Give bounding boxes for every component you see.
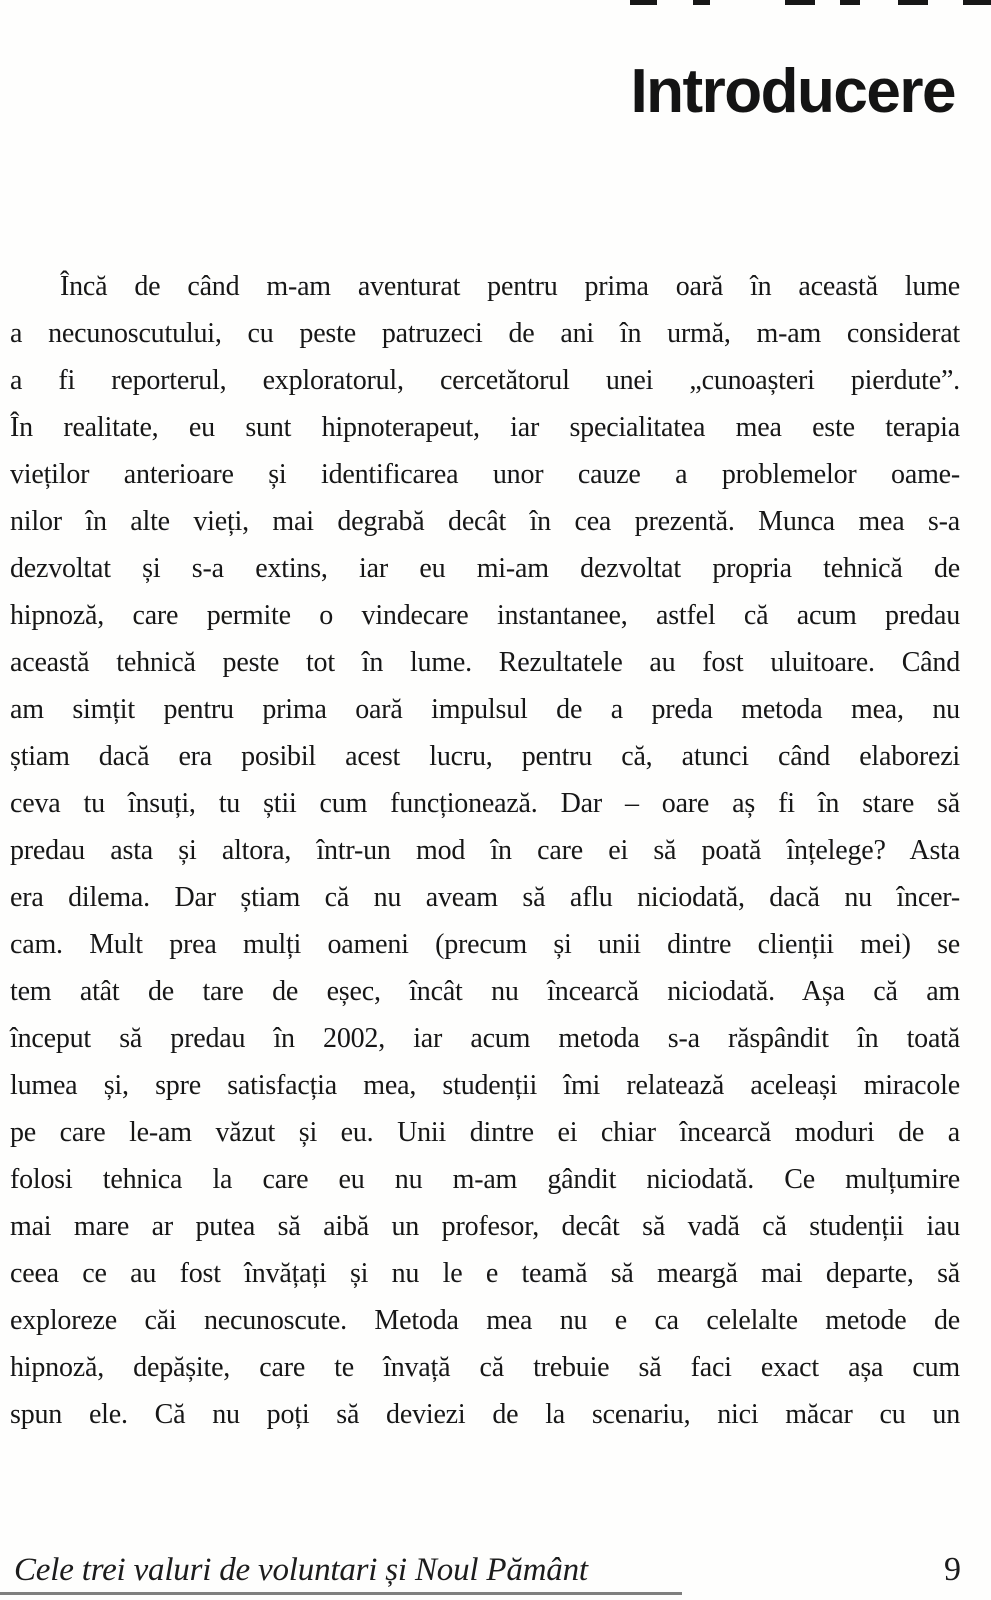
- scan-artifact-dash: [898, 0, 928, 5]
- scan-artifact-dash: [785, 0, 815, 5]
- body-text-line: cam. Mult prea mulți oameni (precum și unii dintre clienții mei) se: [10, 929, 960, 960]
- body-paragraph: [10, 263, 960, 1438]
- scan-artifact-dash: [963, 0, 991, 5]
- body-text-line: ceva tu însuți, tu știi cum funcționează. Dar – oare aș fi în stare să: [10, 788, 960, 819]
- body-text-line: Încă de când m-am aventurat pentru prima oară în această lume: [60, 271, 960, 302]
- body-text-line: nilor în alte vieți, mai degrabă decât în cea prezentă. Munca mea s-a: [10, 506, 960, 537]
- body-text-line: am simțit pentru prima oară impulsul de a preda metoda mea, nu: [10, 694, 960, 725]
- scan-artifact-dash: [630, 0, 657, 5]
- body-text-line: era dilema. Dar știam că nu aveam să aflu niciodată, dacă nu încer-: [10, 882, 960, 913]
- body-text-line: tem atât de tare de eșec, încât nu încearcă niciodată. Așa că am: [10, 976, 960, 1007]
- scan-artifact-footer-rule: [0, 1592, 682, 1595]
- body-text-line: lumea și, spre satisfacția mea, studenții îmi relatează aceleași miracole: [10, 1070, 960, 1101]
- body-text-line: pe care le-am văzut și eu. Unii dintre ei chiar încearcă moduri de a: [10, 1117, 960, 1148]
- footer-page-number: 9: [944, 1551, 961, 1588]
- body-text-line: dezvoltat și s-a extins, iar eu mi-am dezvoltat propria tehnică de: [10, 553, 960, 584]
- footer-book-title: Cele trei valuri de voluntari și Noul Pământ: [14, 1552, 588, 1588]
- body-text-line: folosi tehnica la care eu nu m-am gândit niciodată. Ce mulțumire: [10, 1164, 960, 1195]
- body-text-line: vieților anterioare și identificarea unor cauze a problemelor oame-: [10, 459, 960, 490]
- body-text-line: început să predau în 2002, iar acum metoda s-a răspândit în toată: [10, 1023, 960, 1054]
- body-text-line: hipnoză, depășite, care te învață că trebuie să faci exact așa cum: [10, 1352, 960, 1383]
- body-text-line: predau asta și altora, într-un mod în care ei să poată înțelege? Asta: [10, 835, 960, 866]
- scan-artifact-dash: [840, 0, 860, 5]
- body-text-line: a fi reporterul, exploratorul, cercetătorul unei „cunoașteri pierdute”.: [10, 365, 960, 396]
- body-text-line: ceea ce au fost învățați și nu le e teamă să meargă mai departe, să: [10, 1258, 960, 1289]
- running-footer: [14, 1551, 961, 1589]
- scan-artifact-dash: [693, 0, 710, 5]
- body-text-line: mai mare ar putea să aibă un profesor, decât să vadă că studenții iau: [10, 1211, 960, 1242]
- body-text-line: hipnoză, care permite o vindecare instantanee, astfel că acum predau: [10, 600, 960, 631]
- body-text-line: a necunoscutului, cu peste patruzeci de ani în urmă, m-am considerat: [10, 318, 960, 349]
- body-text-line: știam dacă era posibil acest lucru, pentru că, atunci când elaborezi: [10, 741, 960, 772]
- body-text-line: În realitate, eu sunt hipnoterapeut, iar specialitatea mea este terapia: [10, 412, 960, 443]
- body-text-line: exploreze căi necunoscute. Metoda mea nu e ca celelalte metode de: [10, 1305, 960, 1336]
- body-text-line: această tehnică peste tot în lume. Rezultatele au fost uluitoare. Când: [10, 647, 960, 678]
- chapter-title: Introducere: [630, 56, 955, 126]
- body-text-line: spun ele. Că nu poți să deviezi de la scenariu, nici măcar cu un: [10, 1399, 960, 1430]
